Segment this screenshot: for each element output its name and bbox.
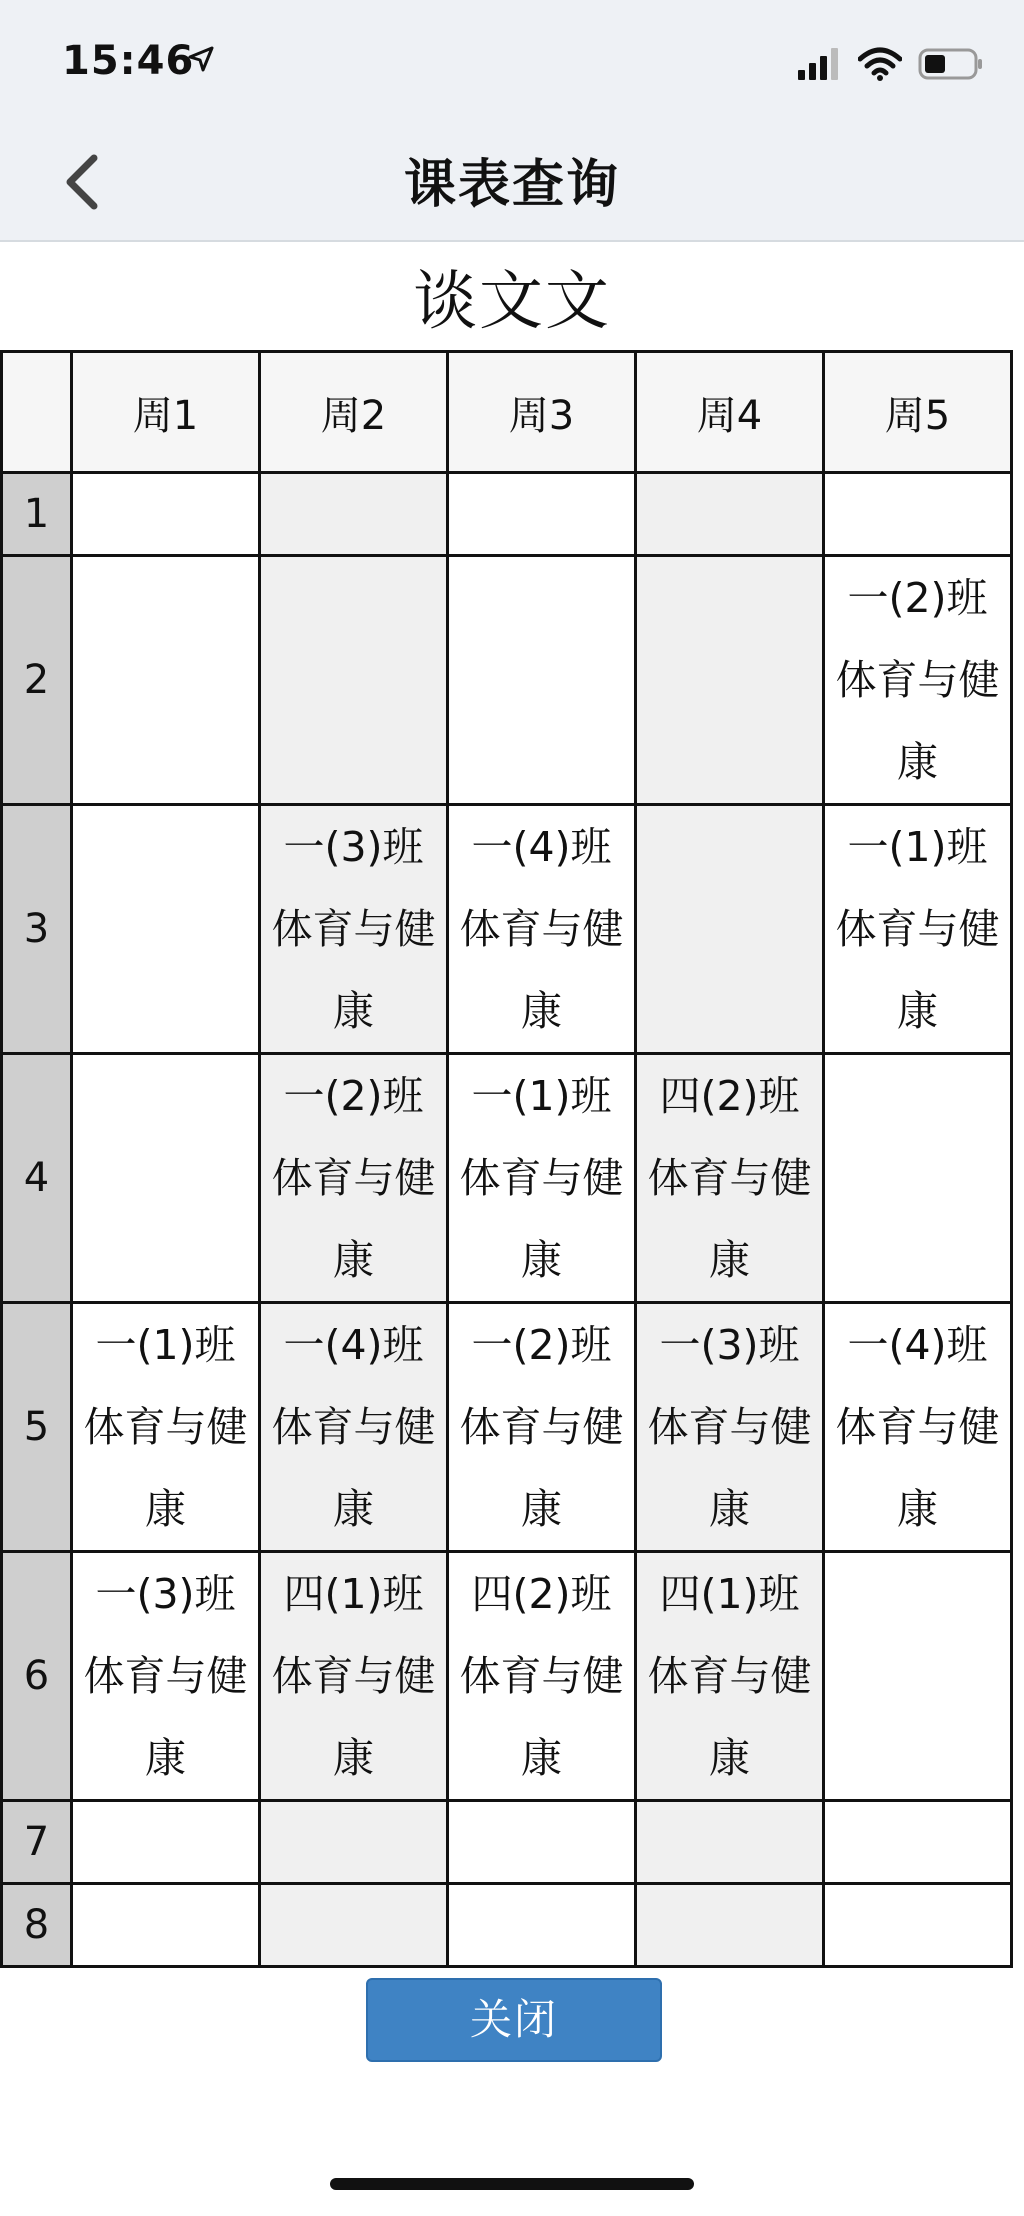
timetable-cell [448,1801,636,1884]
timetable-cell [824,1552,1012,1801]
cell-text-line: 体育与健 [835,656,1000,704]
cell-text-line: 康 [333,1236,374,1284]
cell-text-line: 四(1)班 [659,1570,800,1618]
timetable-cell [260,1552,448,1801]
timetable-cell [72,1884,260,1967]
timetable-cell [636,556,824,805]
cell-text-line: 体育与健 [271,1154,436,1202]
cell-text-line: 体育与健 [83,1652,248,1700]
timetable-cell [824,473,1012,556]
timetable-cell [448,556,636,805]
period-label: 2 [2,556,72,805]
timetable-row [2,1884,1012,1967]
timetable-header-row [2,352,1012,473]
timetable-cell [260,805,448,1054]
period-label: 8 [2,1884,72,1967]
timetable [0,350,1013,1968]
day-header-1: 周1 [72,352,260,473]
cell-text-line: 体育与健 [459,1154,624,1202]
period-label: 6 [2,1552,72,1801]
timetable-row [2,1552,1012,1801]
cell-text-line: 一(3)班 [659,1321,800,1369]
cell-text-line: 一(3)班 [95,1570,236,1618]
period-label: 5 [2,1303,72,1552]
timetable-cell [824,556,1012,805]
cell-text-line: 一(1)班 [95,1321,236,1369]
cell-text-line: 一(4)班 [283,1321,424,1369]
cell-text-line: 一(1)班 [471,1072,612,1120]
timetable-cell [636,805,824,1054]
day-header-4: 周4 [636,352,824,473]
cell-text-line: 体育与健 [647,1403,812,1451]
timetable-cell [260,1303,448,1552]
cell-text-line: 康 [333,1734,374,1782]
day-header-5: 周5 [824,352,1012,473]
wifi-icon [858,47,902,81]
cell-text-line: 一(2)班 [471,1321,612,1369]
cell-text-line: 康 [333,987,374,1035]
status-icons [798,44,984,84]
cell-text-line: 体育与健 [835,1403,1000,1451]
timetable-cell [72,473,260,556]
period-label: 3 [2,805,72,1054]
timetable-cell [824,805,1012,1054]
timetable-cell [636,1303,824,1552]
cell-text-line: 体育与健 [647,1652,812,1700]
status-time: 15:46 [62,38,195,84]
cell-text-line: 体育与健 [459,905,624,953]
timetable-cell [260,1884,448,1967]
timetable-cell [72,805,260,1054]
cell-text-line: 康 [521,987,562,1035]
cell-text-line: 体育与健 [459,1403,624,1451]
close-button[interactable]: 关闭 [366,1978,662,2062]
cell-text-line: 一(1)班 [847,823,988,871]
cell-text-line: 体育与健 [271,1403,436,1451]
cell-text-line: 康 [145,1485,186,1533]
corner-cell [2,352,72,473]
page-title: 课表查询 [403,155,620,215]
top-bar [0,0,1024,242]
timetable-cell [824,1303,1012,1552]
timetable-cell [260,1801,448,1884]
home-indicator [330,2178,694,2190]
timetable-cell [636,473,824,556]
cell-text-line: 康 [521,1236,562,1284]
cell-text-line: 体育与健 [83,1403,248,1451]
battery-icon [918,47,984,81]
location-arrow-icon [186,44,216,74]
teacher-name: 谈文文 [413,265,611,339]
period-label: 4 [2,1054,72,1303]
timetable-cell [448,805,636,1054]
cell-text-line: 康 [897,738,938,786]
cell-text-line: 四(2)班 [659,1072,800,1120]
timetable-row [2,1801,1012,1884]
timetable-cell [448,473,636,556]
timetable-cell [824,1801,1012,1884]
cell-text-line: 康 [333,1485,374,1533]
cell-text-line: 康 [521,1734,562,1782]
cell-text-line: 四(1)班 [283,1570,424,1618]
timetable-cell [636,1884,824,1967]
period-label: 7 [2,1801,72,1884]
cell-text-line: 康 [897,1485,938,1533]
timetable-row [2,556,1012,805]
timetable-cell [260,1054,448,1303]
cell-text-line: 体育与健 [271,905,436,953]
cell-text-line: 体育与健 [835,905,1000,953]
timetable-cell [448,1552,636,1801]
cell-text-line: 康 [145,1734,186,1782]
cell-text-line: 康 [709,1734,750,1782]
timetable-cell [72,1303,260,1552]
cell-text-line: 康 [709,1485,750,1533]
cell-text-line: 体育与健 [459,1652,624,1700]
cell-text-line: 一(4)班 [847,1321,988,1369]
timetable-cell [260,473,448,556]
cell-text-line: 康 [897,987,938,1035]
timetable-cell [636,1801,824,1884]
cell-text-line: 一(4)班 [471,823,612,871]
cell-text-line: 康 [709,1236,750,1284]
timetable-cell [636,1552,824,1801]
cell-text-line: 康 [521,1485,562,1533]
cell-text-line: 四(2)班 [471,1570,612,1618]
timetable-cell [824,1884,1012,1967]
cell-text-line: 体育与健 [271,1652,436,1700]
timetable-cell [824,1054,1012,1303]
timetable-cell [448,1884,636,1967]
timetable-row [2,805,1012,1054]
cell-text-line: 一(3)班 [283,823,424,871]
timetable-cell [72,1552,260,1801]
timetable-cell [448,1054,636,1303]
timetable-cell [72,1801,260,1884]
cell-text-line: 体育与健 [647,1154,812,1202]
timetable-cell [636,1054,824,1303]
timetable-cell [72,1054,260,1303]
day-header-2: 周2 [260,352,448,473]
timetable-cell [260,556,448,805]
timetable-cell [72,556,260,805]
timetable-row [2,1303,1012,1552]
cell-text-line: 一(2)班 [283,1072,424,1120]
timetable-row [2,1054,1012,1303]
period-label: 1 [2,473,72,556]
timetable-cell [448,1303,636,1552]
cell-text-line: 一(2)班 [847,574,988,622]
day-header-3: 周3 [448,352,636,473]
timetable-row [2,473,1012,556]
cellular-signal-icon [798,48,842,80]
